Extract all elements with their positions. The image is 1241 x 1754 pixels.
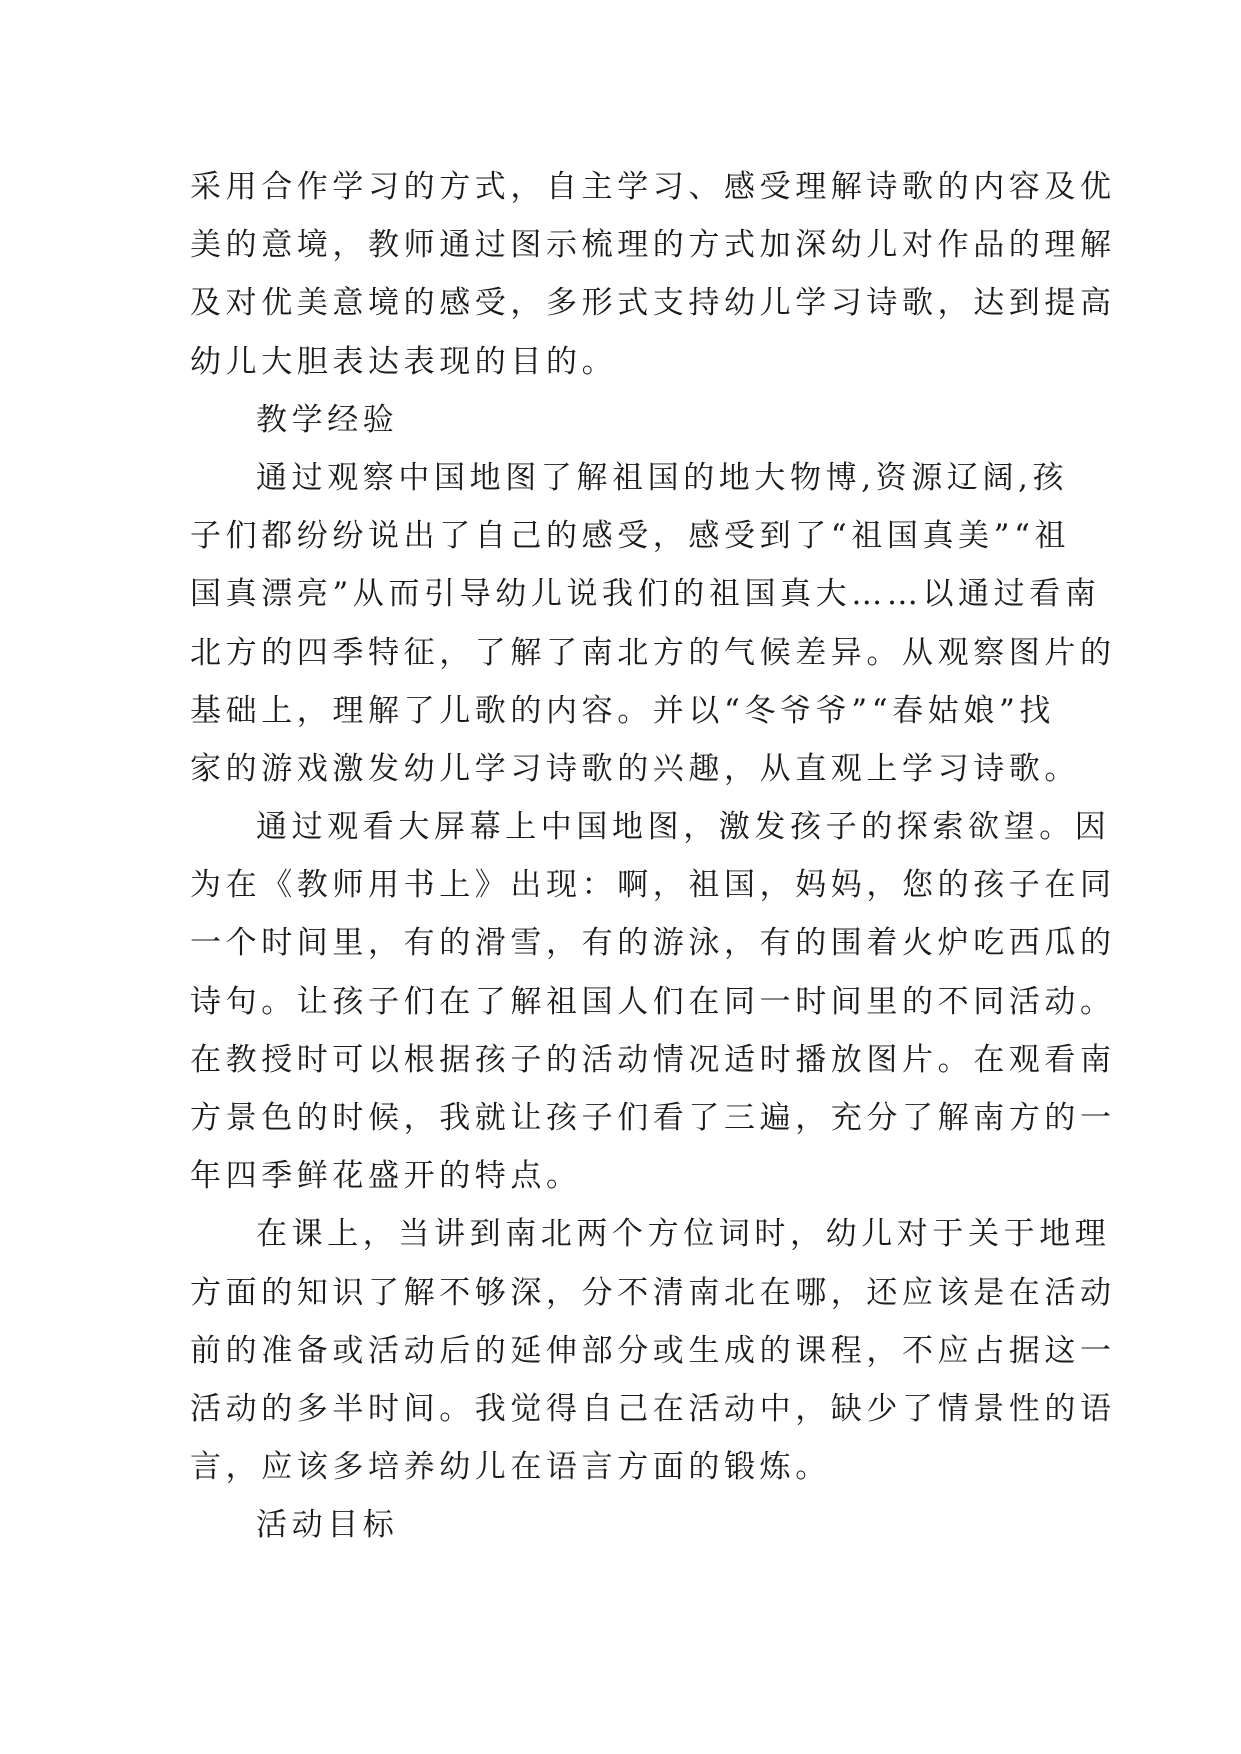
- document-body: [190, 158, 1116, 1555]
- text-line: 在教授时可以根据孩子的活动情况适时播放图片。在观看南: [190, 1041, 1116, 1078]
- text-line: 基础上，理解了儿歌的内容。并以“冬爷爷”“春姑娘”找: [190, 692, 1055, 729]
- text-line: 为在《教师用书上》出现：啊，祖国，妈妈，您的孩子在同: [190, 867, 1116, 904]
- text-line: 及对优美意境的感受，多形式支持幼儿学习诗歌，达到提高: [190, 285, 1116, 322]
- text-line: 在课上，当讲到南北两个方位词时，幼儿对于关于地理: [256, 1216, 1111, 1253]
- text-line: 通过观看大屏幕上中国地图，激发孩子的探索欲望。因: [256, 809, 1111, 846]
- text-line: 北方的四季特征，了解了南北方的气候差异。从观察图片的: [190, 634, 1116, 671]
- text-line: 采用合作学习的方式，自主学习、感受理解诗歌的内容及优: [190, 169, 1116, 205]
- text-line: 年四季鲜花盛开的特点。: [190, 1158, 582, 1195]
- text-line: 言，应该多培养幼儿在语言方面的锻炼。: [190, 1449, 831, 1486]
- text-line: 通过观察中国地图了解祖国的地大物博,资源辽阔,孩: [256, 459, 1069, 496]
- text-line: 美的意境，教师通过图示梳理的方式加深幼儿对作品的理解: [190, 227, 1116, 264]
- text-line: 方景色的时候，我就让孩子们看了三遍，充分了解南方的一: [190, 1100, 1116, 1136]
- text-line: 家的游戏激发幼儿学习诗歌的兴趣，从直观上学习诗歌。: [190, 750, 1080, 787]
- text-line: 子们都纷纷说出了自己的感受，感受到了“祖国真美”“祖: [190, 518, 1071, 555]
- section-heading-teaching-experience: 教学经验: [256, 401, 399, 438]
- text-line: 一个时间里，有的滑雪，有的游泳，有的围着火炉吃西瓜的: [190, 925, 1116, 962]
- text-line: 方面的知识了解不够深，分不清南北在哪，还应该是在活动: [190, 1274, 1116, 1311]
- text-line: 前的准备或活动后的延伸部分或生成的课程，不应占据这一: [190, 1332, 1116, 1369]
- section-heading-activity-goals: 活动目标: [256, 1507, 399, 1544]
- text-line: 活动的多半时间。我觉得自己在活动中，缺少了情景性的语: [190, 1390, 1116, 1427]
- text-line: 国真漂亮”从而引导幼儿说我们的祖国真大……以通过看南: [190, 576, 1101, 613]
- text-line: 幼儿大胆表达表现的目的。: [190, 343, 618, 380]
- text-line: 诗句。让孩子们在了解祖国人们在同一时间里的不同活动。: [190, 983, 1116, 1020]
